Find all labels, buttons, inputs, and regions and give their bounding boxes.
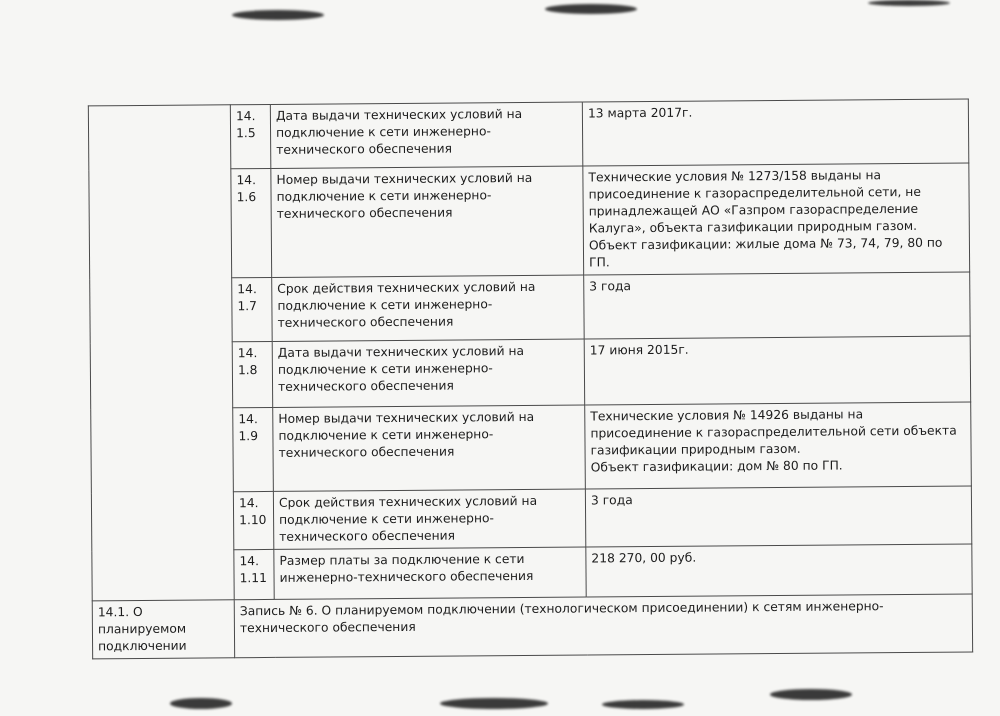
row-number: 14.1.5	[230, 104, 271, 168]
row-value	[583, 163, 970, 275]
row-number: 14.1.11	[234, 549, 274, 599]
row-label: Срок действия технических условий на подключение к сети инженерно-технического обеспечения	[272, 275, 584, 341]
row-value: 218 270, 00 руб.	[586, 544, 972, 597]
section-row	[92, 594, 972, 659]
row-label: Номер выдачи технических условий на подключение к сети инженерно-технического обеспечения	[271, 166, 584, 277]
row-value: 17 июня 2015г.	[584, 336, 971, 405]
row-label: Дата выдачи технических условий на подключение к сети инженерно-технического обеспечения	[270, 102, 582, 168]
table-row	[88, 99, 968, 170]
value-line: Объект газификации: дом № 80 по ГП.	[590, 458, 843, 475]
row-number: 14.1.9	[233, 407, 274, 491]
row-number: 14.1.8	[232, 341, 273, 407]
row-label: Номер выдачи технических условий на подключение к сети инженерно-технического обеспечения	[273, 405, 586, 491]
section-empty-cell	[88, 105, 234, 601]
registry-table	[88, 98, 973, 659]
row-value: 3 года	[585, 486, 971, 547]
row-value	[585, 402, 972, 489]
row-number: 14.1.10	[233, 491, 273, 549]
row-label: Дата выдачи технических условий на подключение к сети инженерно-технического обеспечения	[272, 339, 585, 407]
section-title: 14.1. О планируемом подключении	[92, 600, 234, 659]
section-text: Запись № 6. О планируемом подключении (технологическом присоединении) к сетям инженерно-технического обеспечения	[234, 594, 972, 658]
row-value: 13 марта 2017г.	[582, 99, 968, 166]
row-label: Срок действия технических условий на подключение к сети инженерно-технического обеспечения	[273, 489, 585, 549]
value-line: Технические условия № 14926 выданы на присоединение к газораспределительной сети объекта газификации природным газом.	[590, 407, 957, 458]
row-number: 14.1.7	[232, 277, 273, 341]
row-value: 3 года	[584, 272, 970, 339]
row-label: Размер платы за подключение к сети инженерно-технического обеспечения	[274, 547, 586, 599]
value-line: Объект газификации: жилые дома № 73, 74, 79, 80 по ГП.	[588, 235, 943, 270]
row-number: 14.1.6	[231, 168, 272, 277]
value-line: Технические условия № 1273/158 выданы на присоединение к газораспределительной сети, не принадлежащей АО «Газпром газораспределение Калуга», объекта газификации природным газом.	[588, 168, 921, 236]
